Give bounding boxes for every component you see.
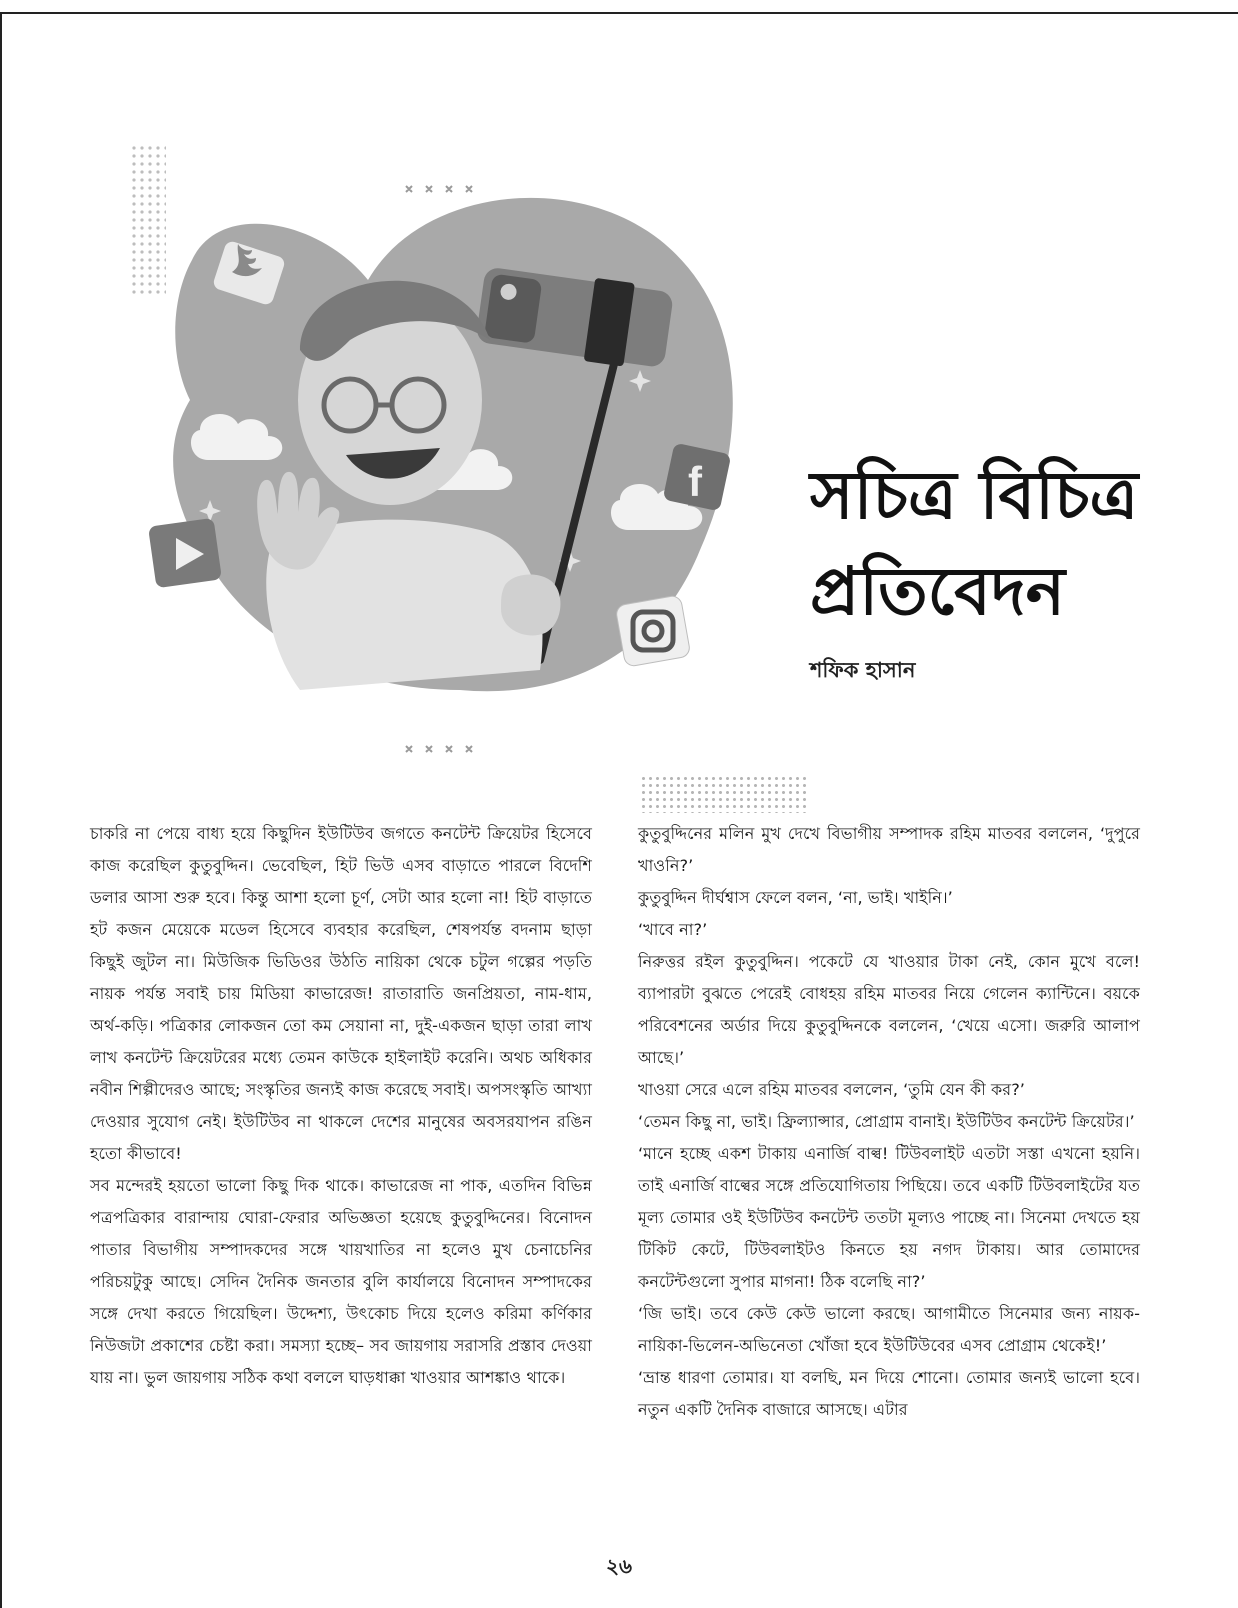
- paragraph: ‘খাবে না?’: [638, 920, 708, 939]
- page-number: ২৬: [605, 1554, 632, 1578]
- facebook-icon: [663, 443, 732, 512]
- article-title-block: [810, 448, 1210, 689]
- paragraph: ‘ভ্রান্ত ধারণা তোমার। যা বলছি, মন দিয়ে শোনো। তোমার জন্যই ভালো হবে। নতুন একটি দৈনিক বাজারে আসছে। এটার: [638, 1368, 1140, 1419]
- paragraph: নিরুত্তর রইল কুতুবুদ্দিন। পকেটে যে খাওয়ার টাকা নেই, কোন মুখে বলে! ব্যাপারটা বুঝতে পেরেই বোধহয় রহিম মাতবর নিয়ে গেলেন ক্যান্টিনে। বয়কে পরিবেশনের অর্ডার দিয়ে কুতুবুদ্দিনকে বললেন, ‘খেয়ে এসো। জরুরি আলাপ আছে।’: [638, 952, 1140, 1067]
- svg-text:f: f: [688, 458, 702, 505]
- youtube-play-icon: [148, 518, 222, 589]
- paragraph: কুতুবুদ্দিন দীর্ঘশ্বাস ফেলে বলন, ‘না, ভাই। খাইনি।’: [638, 888, 953, 907]
- instagram-icon: [615, 595, 691, 668]
- dot-grid-decoration: [640, 775, 808, 813]
- paragraph: চাকরি না পেয়ে বাধ্য হয়ে কিছুদিন ইউটিউব জগতে কনটেন্ট ক্রিয়েটর হিসেবে কাজ করেছিল কুতুবুদ্দিন। ভেবেছিল, হিট ভিউ এসব বাড়াতে পারলে বিদেশি ডলার আসা শুরু হবে। কিন্তু আশা হলো চূর্ণ, সেটা আর হলো না! হিট বাড়াতে হট কজন মেয়েকে মডেল হিসেবে ব্যবহার করেছিল, শেষপর্যন্ত বদনাম ছাড়া কিছুই জুটল না। মিউজিক ভিডিওর উঠতি নায়িকা থেকে চটুল গল্পের পড়তি নায়ক পর্যন্ত সবাই চায় মিডিয়া কাভারেজ! রাতারাতি জনপ্রিয়তা, নাম-ধাম, অর্থ-কড়ি। পত্রিকার লোকজন তো কম সেয়ানা না, দুই-একজন ছাড়া তারা লাখ লাখ কনটেন্ট ক্রিয়েটরের মধ্যে তেমন কাউকে হাইলাইট করেনি। অথচ অধিকার নবীন শিল্পীদেরও আছে; সংস্কৃতির জন্যই কাজ করেছে সবাই। অপসংস্কৃতি আখ্যা দেওয়ার সুযোগ নেই। ইউটিউব না থাকলে দেশের মানুষের অবসরযাপন রঙিন হতো কীভাবে!: [90, 824, 592, 1163]
- paragraph: খাওয়া সেরে এলে রহিম মাতবর বললেন, ‘তুমি যেন কী কর?’: [638, 1080, 1025, 1099]
- paragraph: ‘তেমন কিছু না, ভাই। ফ্রিল্যান্সার, প্রোগ্রাম বানাই। ইউটিউব কনটেন্ট ক্রিয়েটর।’: [638, 1112, 1135, 1131]
- author-name: শফিক হাসান: [810, 658, 916, 682]
- article-column-right: [638, 818, 1140, 1426]
- selfie-illustration: [100, 130, 760, 770]
- article-title-line-1: সচিত্র বিচিত্র: [810, 457, 1139, 534]
- paragraph: কুতুবুদ্দিনের মলিন মুখ দেখে বিভাগীয় সম্পাদক রহিম মাতবর বললেন, ‘দুপুরে খাওনি?’: [638, 824, 1140, 875]
- paragraph: ‘জি ভাই। তবে কেউ কেউ ভালো করছে। আগামীতে সিনেমার জন্য নায়ক-নায়িকা-ভিলেন-অভিনেতা খোঁজা হবে ইউটিউবের এসব প্রোগ্রাম থেকেই!’: [638, 1304, 1140, 1355]
- article-title-line-2: প্রতিবেদন: [810, 553, 1065, 630]
- paragraph: সব মন্দেরই হয়তো ভালো কিছু দিক থাকে। কাভারেজ না পাক, এতদিন বিভিন্ন পত্রপত্রিকার বারান্দায় ঘোরা-ফেরার অভিজ্ঞতা হয়েছে কুতুবুদ্দিনের। বিনোদন পাতার বিভাগীয় সম্পাদকদের সঙ্গে খায়খাতির না হলেও মুখ চেনাচেনির পরিচয়টুকু আছে। সেদিন দৈনিক জনতার বুলি কার্যালয়ে বিনোদন সম্পাদকের সঙ্গে দেখা করতে গিয়েছিল। উদ্দেশ্য, উৎকোচ দিয়ে হলেও করিমা কর্ণিকার নিউজটা প্রকাশের চেষ্টা করা। সমস্যা হচ্ছে– সব জায়গায় সরাসরি প্রস্তাব দেওয়া যায় না। ভুল জায়গায় সঠিক কথা বললে ঘাড়ধাক্কা খাওয়ার আশঙ্কাও থাকে।: [90, 1176, 592, 1387]
- paragraph: ‘মানে হচ্ছে একশ টাকায় এনার্জি বাল্ব! টিউবলাইট এতটা সস্তা এখনো হয়নি। তাই এনার্জি বাল্বের সঙ্গে প্রতিযোগিতায় পিছিয়ে। তবে একটি টিউবলাইটের যত মূল্য তোমার ওই ইউটিউব কনটেন্ট ততটা মূল্যও পাচ্ছে না। সিনেমা দেখতে হয় টিকিট কেটে, টিউবলাইটও কিনতে হয় নগদ টাকায়। আর তোমাদের কনটেন্টগুলো সুপার মাগনা! ঠিক বলেছি না?’: [638, 1144, 1140, 1291]
- article-column-left: [90, 818, 592, 1394]
- dot-grid-decoration: [130, 146, 166, 296]
